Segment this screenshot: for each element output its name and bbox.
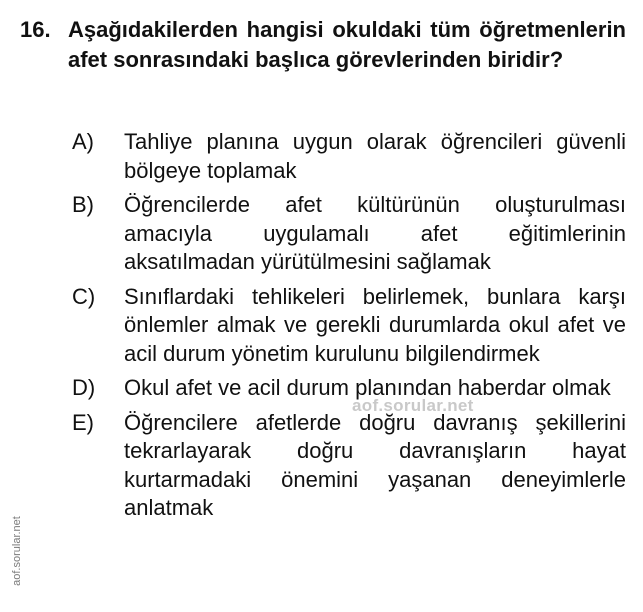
option-c[interactable]: [72, 283, 626, 369]
watermark-side: aof.sorular.net: [11, 516, 23, 586]
question-number: 16.: [20, 17, 51, 42]
question-block: [20, 15, 626, 75]
option-d[interactable]: [72, 374, 626, 403]
option-e[interactable]: [72, 409, 626, 523]
watermark-center: aof.sorular.net: [352, 396, 474, 415]
options-list: [72, 128, 626, 529]
option-a[interactable]: [72, 128, 626, 185]
option-text: Öğrencilerde afet kültürünün oluşturulması amacıyla uygulamalı afet eğitimlerinin aksatılmadan yürütülmesini sağlamak: [124, 192, 626, 274]
option-letter: D): [72, 375, 96, 400]
option-letter: A): [72, 129, 94, 154]
question-text: Aşağıdakilerden hangisi okuldaki tüm öğretmenlerin afet sonrasındaki başlıca görevlerinden biridir?: [68, 17, 626, 72]
option-b[interactable]: [72, 191, 626, 277]
question-header: [20, 15, 626, 75]
option-letter: E): [72, 409, 94, 435]
option-letter: C): [72, 283, 96, 309]
option-text: Tahliye planına uygun olarak öğrencileri güvenli bölgeye toplamak: [124, 129, 626, 183]
option-text: Okul afet ve acil durum planından haberdar olmak: [124, 375, 611, 400]
option-letter: B): [72, 192, 94, 217]
option-text: Sınıflardaki tehlikeleri belirlemek, bunlara karşı önlemler almak ve gerekli durumlarda okul afet ve acil durum yönetim kurulunu bilgilendirmek: [124, 283, 626, 366]
option-text: Öğrencilere afetlerde doğru davranış şekillerini tekrarlayarak doğru davranışların hayat kurtarmadaki önemini yaşanan deneyimlerle anlatmak: [124, 409, 626, 520]
